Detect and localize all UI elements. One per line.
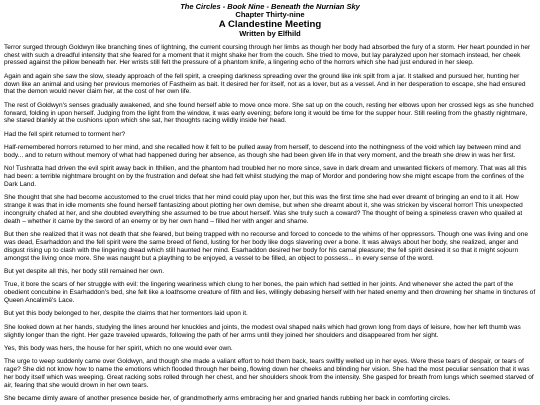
paragraph: But yet despite all this, her body still remained her own. <box>4 267 165 275</box>
paragraph: She became dimly aware of another presence beside her, of grandmotherly arms embracing her and gnarled hands rubbing her back in comforting circles. <box>4 395 451 403</box>
paragraph: Again and again she saw the slow, steady approach of the fell spirit, a creeping darkness spreading over the ground like ink spilt from a jar. It stalked and pursued her, hunting her down like an animal and using her previous memories of Fastheim as bait. It desired her for itself, not as a lover, but as a vessel. And in her desperation to escape, she had ensured that the demon would never claim her, at the cost of her own life. <box>4 72 526 96</box>
paragraph: But yet this body belonged to her, despite the claims that her tormentors laid upon it. <box>4 310 248 318</box>
paragraph: Half-remembered horrors returned to her mind, and she recalled how it felt to be pulled away from herself, to descend into the nothingness of the void which lay between mind and body... and to return without memory of what had happened during her absence, as though she had been given life in that very moment, and the breath she drew in was her first. <box>4 144 521 160</box>
chapter-header <box>4 3 536 38</box>
paragraph: Yes, this body was hers, the house for her spirit, which no one would ever own. <box>4 344 233 352</box>
paragraph: She looked down at her hands, studying the lines around her knuckles and joints, the modest oval shaped nails which had grown long from days of leisure, how her left thumb was slightly longer than the right. Her gaze traveled upwards, following the path of her arms until they joined her shoulders and disappeared from her sight. <box>4 323 521 339</box>
paragraph: Had the fell spirit returned to torment her? <box>4 130 126 138</box>
author-line: Written by Elfhild <box>239 28 301 38</box>
paragraph: True, it bore the scars of her struggle with evil: the lingering weariness which clung to her bones, the pain which had settled in her joints. And whenever she acted the part of the obedient concubine in Esarhaddon's bed, she felt like a loathsome creature of filth and lies, willingly debasing herself with her hated enemy and then drowning her shame in tinctures of Queen Ancalimë's Lace. <box>4 281 536 304</box>
paragraph: The rest of Goldwyn's senses gradually awakened, and she found herself able to move once more. She sat up on the couch, resting her elbows upon her crossed legs as she hunched forward, folding in upon herself. Judging from the light from the window, it was early evening; before long it would be time for the supper hour. Still reeling from the ghastly nightmare, she stared blankly at the cushions upon which she sat, her thoughts racing wildly inside her head. <box>4 101 534 125</box>
book-title: The Circles - Book Nine - Beneath the Nurnian Sky <box>180 2 360 11</box>
paragraph: But then she realized that it was not death that she feared, but being trapped with no recourse and forced to concede to the whims of her oppressors. Though one was living and one was dead, Esarhaddon and the fell spirit were the same breed of fiend, lusting for her body like dogs slavering over a bone. It was always about her body, she realized, anger and disgust rising up to clash with the lingering dread which still haunted her mind. Esarhaddon desired her body for his carnal pleasure; the fell spirit desired it so that it might sojourn amongst the living once more. She was naught but a plaything to be enjoyed, a vessel to be filled, an object to possess... in every sense of the word. <box>4 231 528 262</box>
chapter-number: Chapter Thirty-nine <box>235 10 305 20</box>
paragraph: She thought that she had become accustomed to the cruel tricks that her mind could play upon her, but this was the first time she had ever dreamt of bringing an end to it all. How strange it was that in idle moments she found herself fantasizing about plotting her own demise, but when she dreamt about it, she was stricken by visceral horror! This unexpected incongruity chafed at her, and she doubted everything she assumed to be true about herself. Was she truly such a coward? The thought of being a spineless craven who quailed at death – whether it came by the sword of an enemy or by her own hand – filled her with anger and shame. <box>4 194 523 225</box>
chapter-title: A Clandestine Meeting <box>218 18 322 30</box>
paragraph: The urge to weep suddenly came over Goldwyn, and though she made a valiant effort to hold them back, tears swiftly welled up in her eyes. Were these tears of despair, or tears of rage? She did not know how to name the emotions which flooded through her being, flowing down her cheeks and blinding her vision. She had the most peculiar sensation that it was her body itself which was weeping. Great racking sobs rolled through her chest, and her shoulders shook from the intensity. She gasped for breath from lungs which seemed starved of air, fearing that she would drown in her own tears. <box>4 358 534 389</box>
paragraph: No! Tushratta had driven the evil spirit away back in Ithilien, and the phantom had troubled her no more since, save in dark dream and unwanted flickers of memory. That was all this had been: a terrible nightmare brought on by the frustration and defeat she had felt whilst studying the map of Mordor and pondering how she might escape from the confines of the Dark Land. <box>4 165 527 189</box>
story-body <box>4 44 536 403</box>
paragraph: Terror surged through Goldwyn like branching tines of lightning, the current coursing through her limbs as though her body had absorbed the fury of a storm. Her heart pounded in her chest with such a dreadful intensity that she feared for a moment that it might shake her from the couch. She tried to move, but lay paralyzed upon her stomach instead, her cheek pressed against the pillow beneath her. Her wrists still felt the pressure of a phantom knife, a lingering echo of the horrors which she had just endured in her sleep. <box>4 43 531 67</box>
